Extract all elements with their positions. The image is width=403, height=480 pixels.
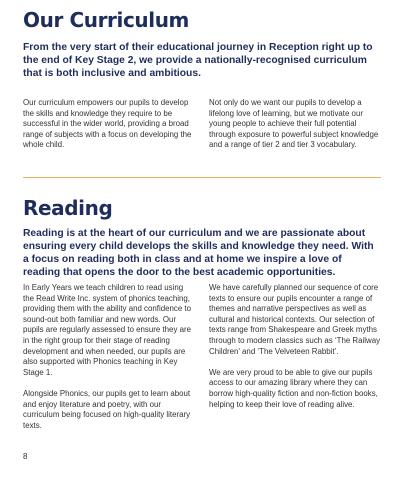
- reading-title: Reading: [23, 196, 113, 220]
- section-divider: [23, 177, 381, 178]
- reading-left-paragraph-1: In Early Years we teach children to read using the Read Write Inc. system of phonics teaching, providing them with the ability and confidence to sound-out both familiar and new words. Our pupils are regularly assessed to ensure they are in the right group for their stage of reading development and when needed, our pupils are also supported with Phonics teaching in Key Stage 1.: [23, 283, 191, 377]
- curriculum-columns: [23, 98, 381, 151]
- curriculum-column-right: [209, 98, 381, 151]
- curriculum-lead: From the very start of their educational journey in Reception right up to the end of Key Stage 2, we provide a nationally-recognised curriculum that is both inclusive and ambitious.: [23, 42, 373, 79]
- reading-right-paragraph-2: We are very proud to be able to give our pupils access to our amazing library where they can borrow high-quality fiction and non-fiction books, helping to keep their love of reading alive.: [209, 367, 378, 409]
- curriculum-left-paragraph: Our curriculum empowers our pupils to develop the skills and knowledge they require to be successful in the wider world, providing a broad range of subjects with a focus on developing the whole child.: [23, 98, 192, 150]
- reading-columns: [23, 283, 381, 431]
- curriculum-column-left: [23, 98, 195, 151]
- curriculum-right-paragraph: Not only do we want our pupils to develop a lifelong love of learning, but we motivate our young people to achieve their full potential through exposure to powerful subject knowledge and a range of tier 2 and tier 3 vocabulary.: [209, 98, 379, 150]
- reading-lead: Reading is at the heart of our curriculum and we are passionate about ensuring every child develops the skills and knowledge they need. With a focus on reading both in class and at home we inspire a love of reading that opens the door to the best academic opportunities.: [23, 228, 374, 278]
- reading-right-paragraph-1: We have carefully planned our sequence of core texts to ensure our pupils encounter a range of themes and narrative perspectives as well as cultural and historical contexts. Our selection of texts range from Shakespeare and Greek myths through to modern classics such as ‘The Railway Children’ and ‘The Velveteen Rabbit’.: [209, 283, 381, 356]
- reading-left-paragraph-2: Alongside Phonics, our pupils get to learn about and enjoy literature and poetry, with our curriculum being focused on high-quality literary texts.: [23, 388, 191, 430]
- page-number: 8: [23, 452, 28, 461]
- curriculum-title: Our Curriculum: [23, 8, 189, 32]
- reading-column-left: [23, 283, 195, 431]
- reading-column-right: [209, 283, 381, 431]
